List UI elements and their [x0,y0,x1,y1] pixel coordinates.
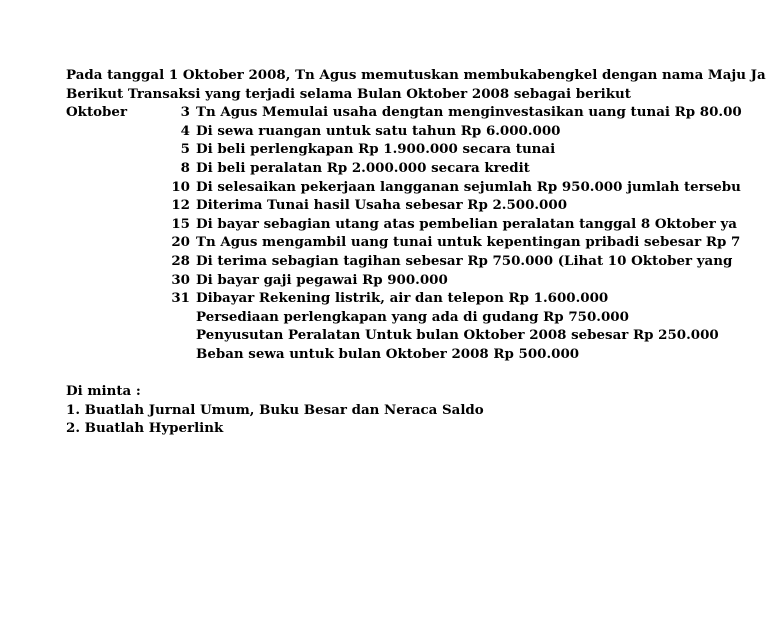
transaction-text: Tn Agus mengambil uang tunai untuk kepentingan pribadi sebesar Rp 7 [196,234,741,251]
transaction-row [66,178,741,197]
transaction-text: Penyusutan Peralatan Untuk bulan Oktober 2008 sebesar Rp 250.000 [196,327,719,344]
transaction-text: Diterima Tunai hasil Usaha sebesar Rp 2.500.000 [196,197,568,214]
transaction-row [66,252,733,271]
transaction-text: Persediaan perlengkapan yang ada di gudang Rp 750.000 [196,308,629,325]
transaction-day: 20 [171,234,190,251]
transaction-day: 30 [171,271,190,288]
transaction-text: Di beli peralatan Rp 2.000.000 secara kredit [196,159,530,176]
transaction-text: Tn Agus Memulai usaha dengtan menginvestasikan uang tunai Rp 80.00 [196,104,742,121]
transaction-day: 8 [180,159,190,176]
transaction-text: Di sewa ruangan untuk satu tahun Rp 6.000.000 [196,122,561,139]
transaction-day: 10 [171,178,190,195]
transaction-row [66,140,650,159]
transaction-row [66,215,737,234]
transaction-row [66,308,650,327]
transaction-day: 15 [171,215,190,232]
transaction-row [66,326,719,345]
transaction-row [66,103,742,122]
transaction-row [66,159,650,178]
transaction-row [66,345,650,364]
transaction-row [66,122,650,141]
empty-row [66,364,650,383]
transaction-text: Beban sewa untuk bulan Oktober 2008 Rp 500.000 [196,345,580,362]
month-label: Oktober [66,104,127,121]
transaction-text: Di selesaikan pekerjaan langganan sejumlah Rp 950.000 jumlah tersebu [196,178,741,195]
spreadsheet-content [66,66,766,438]
transaction-day: 31 [171,290,190,307]
transaction-row [66,196,650,215]
intro-line-2: Berikut Transaksi yang terjadi selama Bulan Oktober 2008 sebagai berikut [66,85,631,102]
transaction-text: Di bayar sebagian utang atas pembelian peralatan tanggal 8 Oktober ya [196,215,737,232]
request-title: Di minta : [66,383,141,400]
request-item: 1. Buatlah Jurnal Umum, Buku Besar dan Neraca Saldo [66,401,484,418]
transaction-day: 4 [180,122,190,139]
intro-line-1: Pada tanggal 1 Oktober 2008, Tn Agus memutuskan membukabengkel dengan nama Maju Ja [66,67,766,83]
transaction-day: 12 [171,197,190,214]
request-item: 2. Buatlah Hyperlink [66,420,224,437]
transaction-text: Di beli perlengkapan Rp 1.900.000 secara tunai [196,141,556,158]
transaction-row [66,271,650,290]
transaction-day: 28 [171,252,190,269]
transaction-row [66,233,741,252]
transaction-row [66,289,650,308]
transaction-day: 3 [180,104,190,121]
transaction-text: Di terima sebagian tagihan sebesar Rp 750.000 (Lihat 10 Oktober yang [196,252,733,269]
transaction-text: Dibayar Rekening listrik, air dan telepon Rp 1.600.000 [196,290,609,307]
transaction-text: Di bayar gaji pegawai Rp 900.000 [196,271,448,288]
transaction-day: 5 [180,141,190,158]
